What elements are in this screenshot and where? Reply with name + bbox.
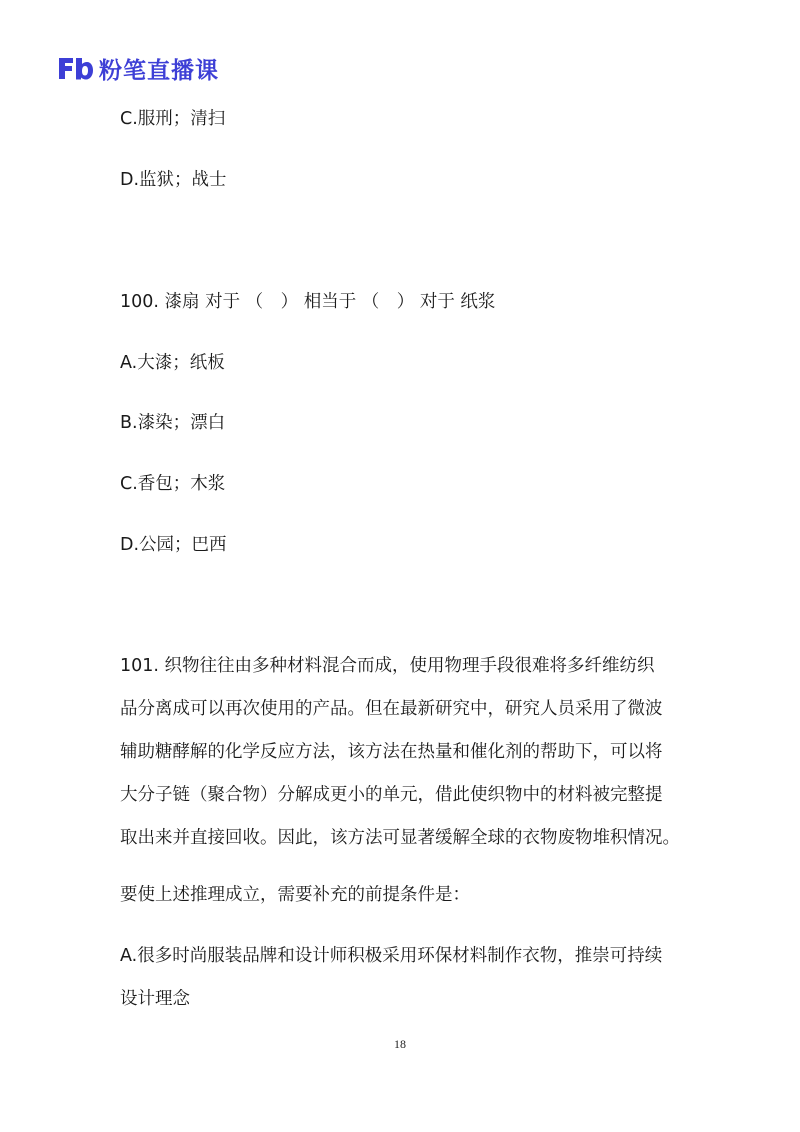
- q101-question: 要使上述推理成立，需要补充的前提条件是：: [120, 885, 470, 905]
- q100-option-b: B.漆染；漂白: [120, 413, 226, 433]
- q101-stem-line: 品分离成可以再次使用的产品。但在最新研究中，研究人员采用了微波: [120, 699, 663, 719]
- q101-option-a-line: 设计理念: [120, 989, 190, 1009]
- q101-stem-line: 取出来并直接回收。因此，该方法可显著缓解全球的衣物废物堆积情况。: [120, 828, 680, 848]
- q100-stem: 100. 漆扇 对于 （ ） 相当于 （ ） 对于 纸浆: [120, 292, 496, 312]
- fb-logo-icon: [57, 54, 93, 82]
- page-number: 18: [394, 1037, 406, 1051]
- q99-option-d: D.监狱；战士: [120, 170, 227, 190]
- q100-option-a: A.大漆；纸板: [120, 353, 225, 373]
- q101-stem-line: 辅助糖酵解的化学反应方法，该方法在热量和催化剂的帮助下，可以将: [120, 742, 663, 762]
- q101-stem-line: 大分子链（聚合物）分解成更小的单元，借此使织物中的材料被完整提: [120, 785, 663, 805]
- brand-logo: [57, 53, 219, 83]
- q99-option-c: C.服刑；清扫: [120, 109, 226, 129]
- q101-option-a-line: A.很多时尚服装品牌和设计师积极采用环保材料制作衣物，推崇可持续: [120, 946, 663, 966]
- brand-name: 粉笔直播课: [99, 57, 219, 84]
- q100-option-d: D.公园；巴西: [120, 535, 227, 555]
- q100-option-c: C.香包；木浆: [120, 474, 226, 494]
- q101-stem-line: 101. 织物往往由多种材料混合而成，使用物理手段很难将多纤维纺织: [120, 656, 655, 676]
